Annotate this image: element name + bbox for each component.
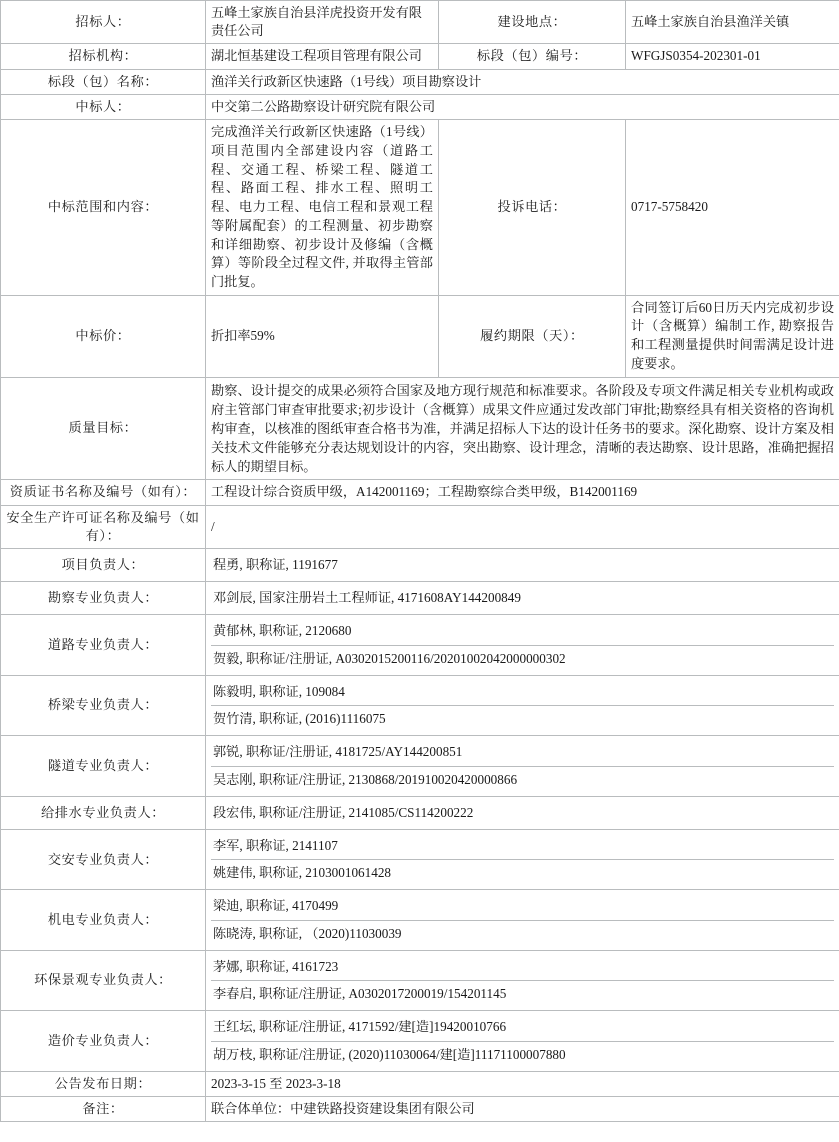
personnel-entry: 胡万枝, 职称证/注册证, (2020)11030064/建[造]11171100007880 xyxy=(211,1041,834,1068)
publish-date-value: 2023-3-15 至 2023-3-18 xyxy=(206,1071,839,1096)
personnel-entry: 贺竹清, 职称证, (2016)1116075 xyxy=(211,705,834,732)
personnel-entry: 王红坛, 职称证/注册证, 4171592/建[造]19420010766 xyxy=(213,1019,507,1035)
table-row-personnel xyxy=(1,950,839,1010)
section-number-value: WFGJS0354-202301-01 xyxy=(626,44,839,69)
personnel-entry: 陈晓涛, 职称证, （2020)11030039 xyxy=(211,920,834,947)
personnel-entry: 贺毅, 职称证/注册证, A0302015200116/20201002042000000302 xyxy=(211,645,834,672)
personnel-entry: 梁迪, 职称证, 4170499 xyxy=(213,898,339,914)
table-row-personnel xyxy=(1,549,839,582)
personnel-entries xyxy=(206,890,839,950)
section-number-label: 标段（包）编号： xyxy=(439,44,626,69)
personnel-entries xyxy=(206,615,839,675)
complaint-phone-label: 投诉电话： xyxy=(439,120,626,296)
agency-label: 招标机构： xyxy=(1,44,206,69)
qualification-value: 工程设计综合资质甲级，A142001169；工程勘察综合类甲级，B142001169 xyxy=(206,480,839,505)
quality-value xyxy=(206,377,839,480)
personnel-role-label: 勘察专业负责人： xyxy=(1,582,206,615)
personnel-entries xyxy=(206,950,839,1010)
section-name-value: 渔洋关行政新区快速路（1号线）项目勘察设计 xyxy=(206,69,839,94)
tenderer-label: 招标人： xyxy=(1,1,206,44)
bid-price-label: 中标价： xyxy=(1,295,206,377)
agency-value: 湖北恒基建设工程项目管理有限公司 xyxy=(206,44,439,69)
qualification-label: 资质证书名称及编号（如有）： xyxy=(1,480,206,505)
table-row-winner xyxy=(1,94,839,119)
table-row-personnel xyxy=(1,675,839,735)
personnel-entries xyxy=(206,549,839,582)
personnel-entry: 段宏伟, 职称证/注册证, 2141085/CS114200222 xyxy=(213,804,474,820)
personnel-entry: 李春启, 职称证/注册证, A0302017200019/154201145 xyxy=(211,980,834,1007)
personnel-role-label: 给排水专业负责人： xyxy=(1,796,206,829)
remark-label: 备注： xyxy=(1,1096,206,1121)
table-row-quality xyxy=(1,377,839,480)
table-row-personnel xyxy=(1,1011,839,1071)
personnel-entry: 陈毅明, 职称证, 109084 xyxy=(213,683,345,699)
table-row-publish-date xyxy=(1,1071,839,1096)
personnel-role-label: 隧道专业负责人： xyxy=(1,736,206,796)
table-row-personnel xyxy=(1,736,839,796)
personnel-entries xyxy=(206,796,839,829)
personnel-entries xyxy=(206,1011,839,1071)
table-row-section-name xyxy=(1,69,839,94)
personnel-role-label: 道路专业负责人： xyxy=(1,615,206,675)
personnel-entry: 吴志刚, 职称证/注册证, 2130868/201910020420000866 xyxy=(211,766,834,793)
duration-value xyxy=(626,295,839,377)
site-label: 建设地点： xyxy=(439,1,626,44)
table-row-tenderer xyxy=(1,1,839,44)
table-row-safety-permit xyxy=(1,505,839,548)
personnel-entry: 黄郁林, 职称证, 2120680 xyxy=(213,623,352,639)
winner-label: 中标人： xyxy=(1,94,206,119)
personnel-role-label: 造价专业负责人： xyxy=(1,1011,206,1071)
table-row-qualification xyxy=(1,480,839,505)
personnel-role-label: 项目负责人： xyxy=(1,549,206,582)
personnel-entries xyxy=(206,736,839,796)
personnel-role-label: 环保景观专业负责人： xyxy=(1,950,206,1010)
tenderer-value: 五峰土家族自治县洋虎投资开发有限责任公司 xyxy=(206,1,439,44)
table-row-personnel xyxy=(1,582,839,615)
table-row-scope xyxy=(1,120,839,296)
personnel-entry: 邓剑辰, 国家注册岩土工程师证, 4171608AY144200849 xyxy=(213,590,521,606)
table-row-personnel xyxy=(1,615,839,675)
personnel-entries xyxy=(206,582,839,615)
personnel-entry: 姚建伟, 职称证, 2103001061428 xyxy=(211,859,834,886)
publish-date-label: 公告发布日期： xyxy=(1,1071,206,1096)
scope-label: 中标范围和内容： xyxy=(1,120,206,296)
table-row-personnel xyxy=(1,829,839,889)
table-row-personnel xyxy=(1,796,839,829)
remark-value: 联合体单位：中建铁路投资建设集团有限公司 xyxy=(206,1096,839,1121)
table-row-agency xyxy=(1,44,839,69)
safety-permit-label: 安全生产许可证名称及编号（如有）： xyxy=(1,505,206,548)
table-row-price xyxy=(1,295,839,377)
duration-label: 履约期限（天）： xyxy=(439,295,626,377)
personnel-entry: 茅娜, 职称证, 4161723 xyxy=(213,958,339,974)
section-name-label: 标段（包）名称： xyxy=(1,69,206,94)
personnel-role-label: 交安专业负责人： xyxy=(1,829,206,889)
table-row-remark xyxy=(1,1096,839,1121)
personnel-entry: 程勇, 职称证, 1191677 xyxy=(213,557,338,572)
personnel-entry: 李军, 职称证, 2141107 xyxy=(213,837,338,853)
personnel-entries xyxy=(206,829,839,889)
personnel-role-label: 桥梁专业负责人： xyxy=(1,675,206,735)
personnel-entry: 郭锐, 职称证/注册证, 4181725/AY144200851 xyxy=(213,744,463,760)
quality-label: 质量目标： xyxy=(1,377,206,480)
site-value: 五峰土家族自治县渔洋关镇 xyxy=(626,1,839,44)
table-row-personnel xyxy=(1,890,839,950)
duration-text: 合同签订后60日历天内完成初步设计（含概算）编制工作, 勘察报告和工程测量提供时间需满足设计进度要求。 xyxy=(631,299,834,371)
personnel-entries xyxy=(206,675,839,735)
scope-value xyxy=(206,120,439,296)
complaint-phone-value: 0717-5758420 xyxy=(626,120,839,296)
winner-value: 中交第二公路勘察设计研究院有限公司 xyxy=(206,94,839,119)
scope-text: 完成渔洋关行政新区快速路（1号线）项目范围内全部建设内容（道路工程、交通工程、桥梁工程、隧道工程、路面工程、排水工程、照明工程、电力工程、电信工程和景观工程等附属配套）的工程测量、初步勘察和详细勘察、初步设计及修编（含概算）等阶段全过程文件, 并取得主管部门批复。 xyxy=(211,124,433,289)
personnel-role-label: 机电专业负责人： xyxy=(1,890,206,950)
bid-price-value: 折扣率59% xyxy=(206,295,439,377)
safety-permit-value: / xyxy=(206,505,839,548)
quality-text: 勘察、设计提交的成果必须符合国家及地方现行规范和标准要求。各阶段及专项文件满足相关专业机构或政府主管部门审查审批要求;初步设计（含概算）成果文件应通过发改部门审批;勘察经具有相关资格的咨询机构审查，以核准的图纸审查合格书为准，并满足招标人下达的设计任务书的要求。深化勘察、设计方案及相关技术文件能够充分表达规划设计的内容，突出勘察、设计理念，清晰的表达勘察、设计思路，准确把握招标人的期望目标。 xyxy=(211,382,834,475)
